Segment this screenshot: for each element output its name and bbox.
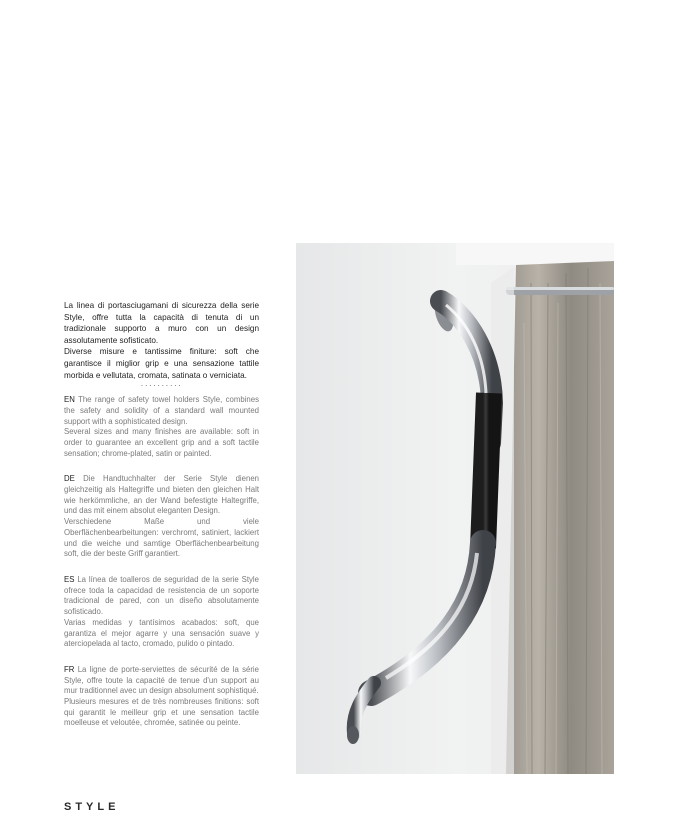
english-paragraph-1: EN The range of safety towel holders Style, combines the safety and solidity of a standard wall mounted support with a sophisticated design.	[64, 395, 259, 426]
spanish-description	[64, 575, 259, 650]
dotted-separator: ··········	[140, 381, 183, 391]
brand-footer: STYLE	[64, 801, 120, 813]
counter-top	[456, 243, 614, 265]
german-description	[64, 474, 259, 560]
italian-paragraph-2: Diverse misure e tantissime finiture: soft che garantisce il miglior grip e una sensazione tattile morbida e vellutata, cromata, satinata o verniciata.	[64, 347, 259, 380]
italian-description	[64, 300, 259, 381]
spanish-paragraph-1: ES La línea de toalleros de seguridad de la serie Style ofrece toda la capacidad de resistencia de un soporte tradicional de pared, con un diseño absolutamente sofisticado.	[64, 575, 259, 617]
german-paragraph-1: DE Die Handtuchhalter der Serie Style dienen gleichzeitig als Haltegriffe und bieten den gleichen Halt wie herkömmliche, an der Wand befestigte Haltegriffe, und das mit einem absolut eleganten Design.	[64, 474, 259, 516]
english-paragraph-2: Several sizes and many finishes are available: soft in order to guarantee an excellent grip and a soft tactile sensation; chrome-plated, satin or painted.	[64, 427, 259, 458]
description-column	[64, 300, 259, 744]
wood-floor	[506, 261, 614, 774]
spanish-paragraph-2: Varias medidas y tantísimos acabados: soft, que garantiza el mejor agarre y una sensación suave y aterciopelada al tacto, cromado, pulido o pintado.	[64, 617, 259, 649]
english-description	[64, 395, 259, 459]
product-photo	[296, 243, 614, 774]
italian-paragraph-1: La linea di portasciugamani di sicurezza della serie Style, offre tutta la capacità di tenuta di un tradizionale supporto a muro con un design assolutamente sofisticato.	[64, 301, 259, 345]
language-code-es: ES	[64, 575, 75, 584]
french-paragraph-2: Plusieurs mesures et de très nombreuses finitions: soft qui garantit le meilleur grip et une sensation tactile moelleuse et veloutée, chromée, satinée ou peinte.	[64, 697, 259, 728]
french-paragraph-1: FR La ligne de porte-serviettes de sécurité de la série Style, offre toute la capacité de tenue d'un support au mur traditionnel avec un design absolument sophistiqué.	[64, 664, 260, 696]
french-description	[64, 665, 259, 729]
language-code-en: EN	[64, 395, 75, 405]
german-paragraph-2: Verschiedene Maße und viele Oberflächenbearbeitungen: verchromt, satiniert, lackiert und die weiche und samtige Oberflächenbearbeitung soft, die der beste Griff garantiert.	[64, 517, 259, 559]
language-code-de: DE	[64, 474, 75, 484]
language-code-fr: FR	[64, 664, 75, 674]
